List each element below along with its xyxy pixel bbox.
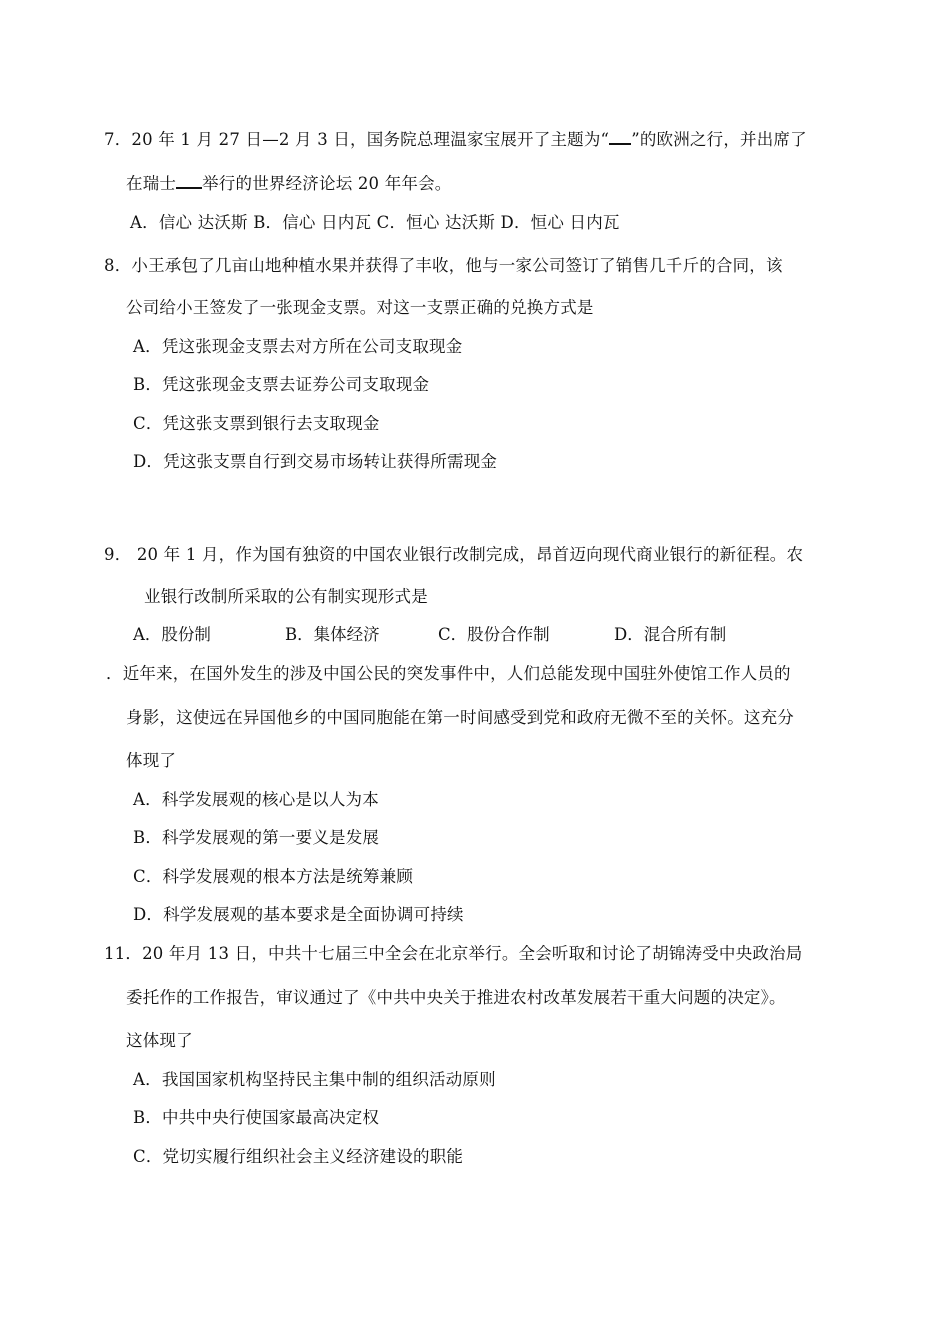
option-c: C．科学发展观的根本方法是统筹兼顾 (133, 867, 414, 886)
option-b: B．集体经济 (285, 625, 380, 644)
option-b: B．中共中央行使国家最高决定权 (133, 1108, 380, 1127)
question-stem-line: 11．20 年月 13 日，中共十七届三中全会在北京举行。全会听取和讨论了胡锦涛受中央政治局 (104, 944, 803, 963)
question-7-options: A．信心 达沃斯 B．信心 日内瓦 C．恒心 达沃斯 D．恒心 日内瓦 (130, 213, 620, 232)
answer-blank (609, 129, 631, 145)
question-stem-line: 9． 20 年 1 月，作为国有独资的中国农业银行改制完成，昂首迈向现代商业银行的新征程。农 (104, 545, 804, 564)
question-7-line-1: 7．20 年 1 月 27 日—2 月 3 日，国务院总理温家宝展开了主题为“ ”的欧洲之行，并出席了 (104, 130, 807, 149)
answer-blank (176, 173, 202, 189)
question-7-line-2: 在瑞士 举行的世界经济论坛 20 年年会。 (126, 174, 452, 193)
option-d: D．凭这张支票自行到交易市场转让获得所需现金 (133, 452, 498, 471)
option-a: A．凭这张现金支票去对方所在公司支取现金 (133, 337, 463, 356)
question-stem-line: 体现了 (126, 751, 177, 770)
question-stem-line: 业银行改制所采取的公有制实现形式是 (144, 587, 428, 606)
question-stem-line: ．近年来，在国外发生的涉及中国公民的突发事件中，人们总能发现中国驻外使馆工作人员的 (106, 664, 791, 683)
question-stem-line: 公司给小王签发了一张现金支票。对这一支票正确的兑换方式是 (126, 298, 594, 317)
question-stem-line: 委托作的工作报告，审议通过了《中共中央关于推进农村改革发展若干重大问题的决定》。 (126, 988, 786, 1007)
question-stem-line: 这体现了 (126, 1031, 193, 1050)
option-b: B．科学发展观的第一要义是发展 (133, 828, 380, 847)
question-stem-line: 8．小王承包了几亩山地种植水果并获得了丰收，他与一家公司签订了销售几千斤的合同，该 (104, 256, 783, 275)
option-d: D．混合所有制 (614, 625, 727, 644)
question-stem-line: 身影，这使远在异国他乡的中国同胞能在第一时间感受到党和政府无微不至的关怀。这充分 (126, 708, 794, 727)
option-a: A．股份制 (133, 625, 211, 644)
option-a: A．我国国家机构坚持民主集中制的组织活动原则 (133, 1070, 496, 1089)
option-c: C．党切实履行组织社会主义经济建设的职能 (133, 1147, 464, 1166)
option-d: D．科学发展观的基本要求是全面协调可持续 (133, 905, 464, 924)
option-c: C．凭这张支票到银行去支取现金 (133, 414, 380, 433)
option-a: A．科学发展观的核心是以人为本 (133, 790, 379, 809)
option-c: C．股份合作制 (438, 625, 550, 644)
option-b: B．凭这张现金支票去证券公司支取现金 (133, 375, 430, 394)
